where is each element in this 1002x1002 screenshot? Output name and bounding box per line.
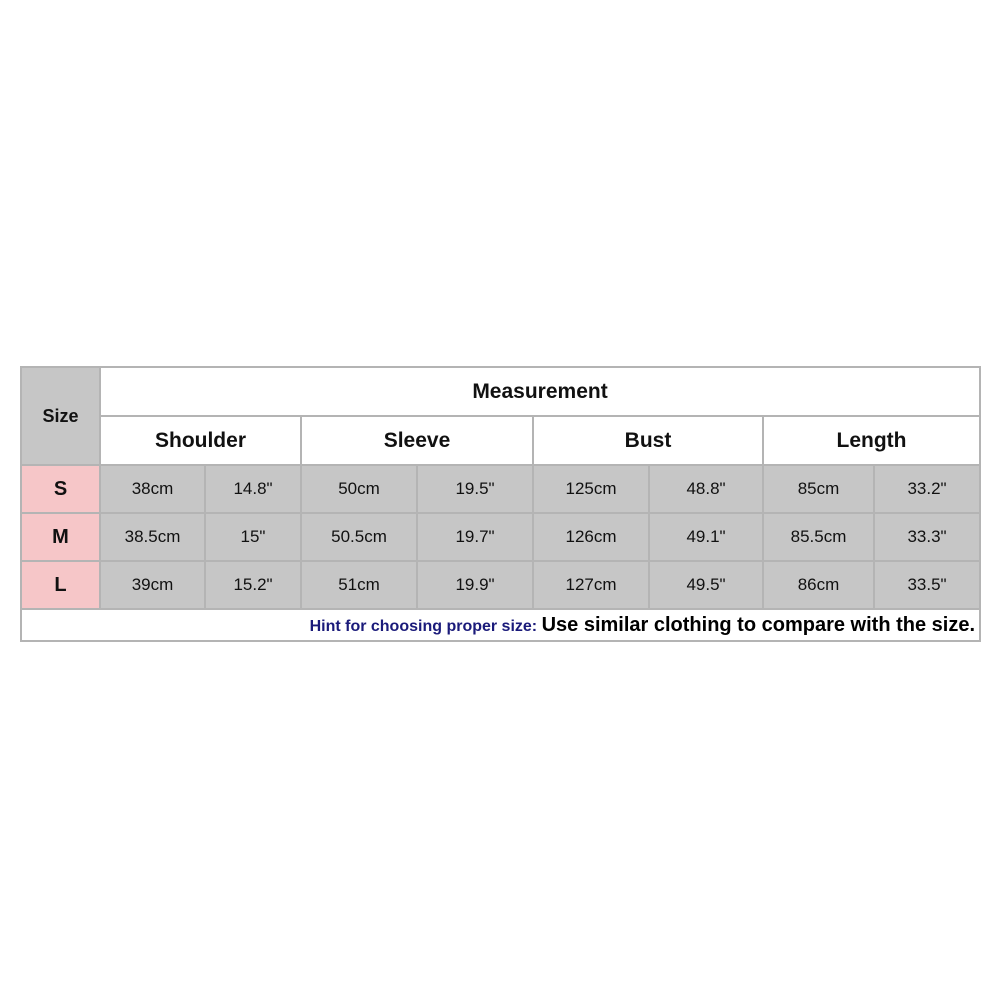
size-label-s: S [21, 465, 100, 513]
table-cell: 19.5" [417, 465, 533, 513]
table-cell: 85.5cm [763, 513, 874, 561]
table-cell: 19.7" [417, 513, 533, 561]
table-cell: 126cm [533, 513, 649, 561]
group-header-bust: Bust [533, 416, 763, 465]
table-cell: 19.9" [417, 561, 533, 609]
table-cell: 51cm [301, 561, 417, 609]
table-cell: 127cm [533, 561, 649, 609]
size-chart-table [20, 366, 981, 642]
group-header-length: Length [763, 416, 980, 465]
table-cell: 125cm [533, 465, 649, 513]
group-header-shoulder: Shoulder [100, 416, 301, 465]
size-label-l: L [21, 561, 100, 609]
table-cell: 33.2" [874, 465, 980, 513]
size-hint [21, 609, 980, 641]
table-cell: 15" [205, 513, 301, 561]
size-header: Size [21, 367, 100, 465]
table-cell: 50cm [301, 465, 417, 513]
hint-label: Hint for choosing proper size: [309, 617, 538, 635]
table-cell: 38.5cm [100, 513, 205, 561]
group-header-sleeve: Sleeve [301, 416, 533, 465]
measurement-title: Measurement [100, 367, 980, 416]
size-label-m: M [21, 513, 100, 561]
table-cell: 48.8" [649, 465, 763, 513]
table-row [21, 513, 980, 561]
table-row [21, 465, 980, 513]
table-cell: 85cm [763, 465, 874, 513]
table-cell: 15.2" [205, 561, 301, 609]
table-cell: 49.5" [649, 561, 763, 609]
hint-text: Use similar clothing to compare with the size. [541, 613, 976, 636]
table-cell: 33.5" [874, 561, 980, 609]
table-cell: 86cm [763, 561, 874, 609]
table-cell: 14.8" [205, 465, 301, 513]
table-row [21, 561, 980, 609]
table-cell: 38cm [100, 465, 205, 513]
table-cell: 50.5cm [301, 513, 417, 561]
table-cell: 39cm [100, 561, 205, 609]
table-cell: 33.3" [874, 513, 980, 561]
table-cell: 49.1" [649, 513, 763, 561]
